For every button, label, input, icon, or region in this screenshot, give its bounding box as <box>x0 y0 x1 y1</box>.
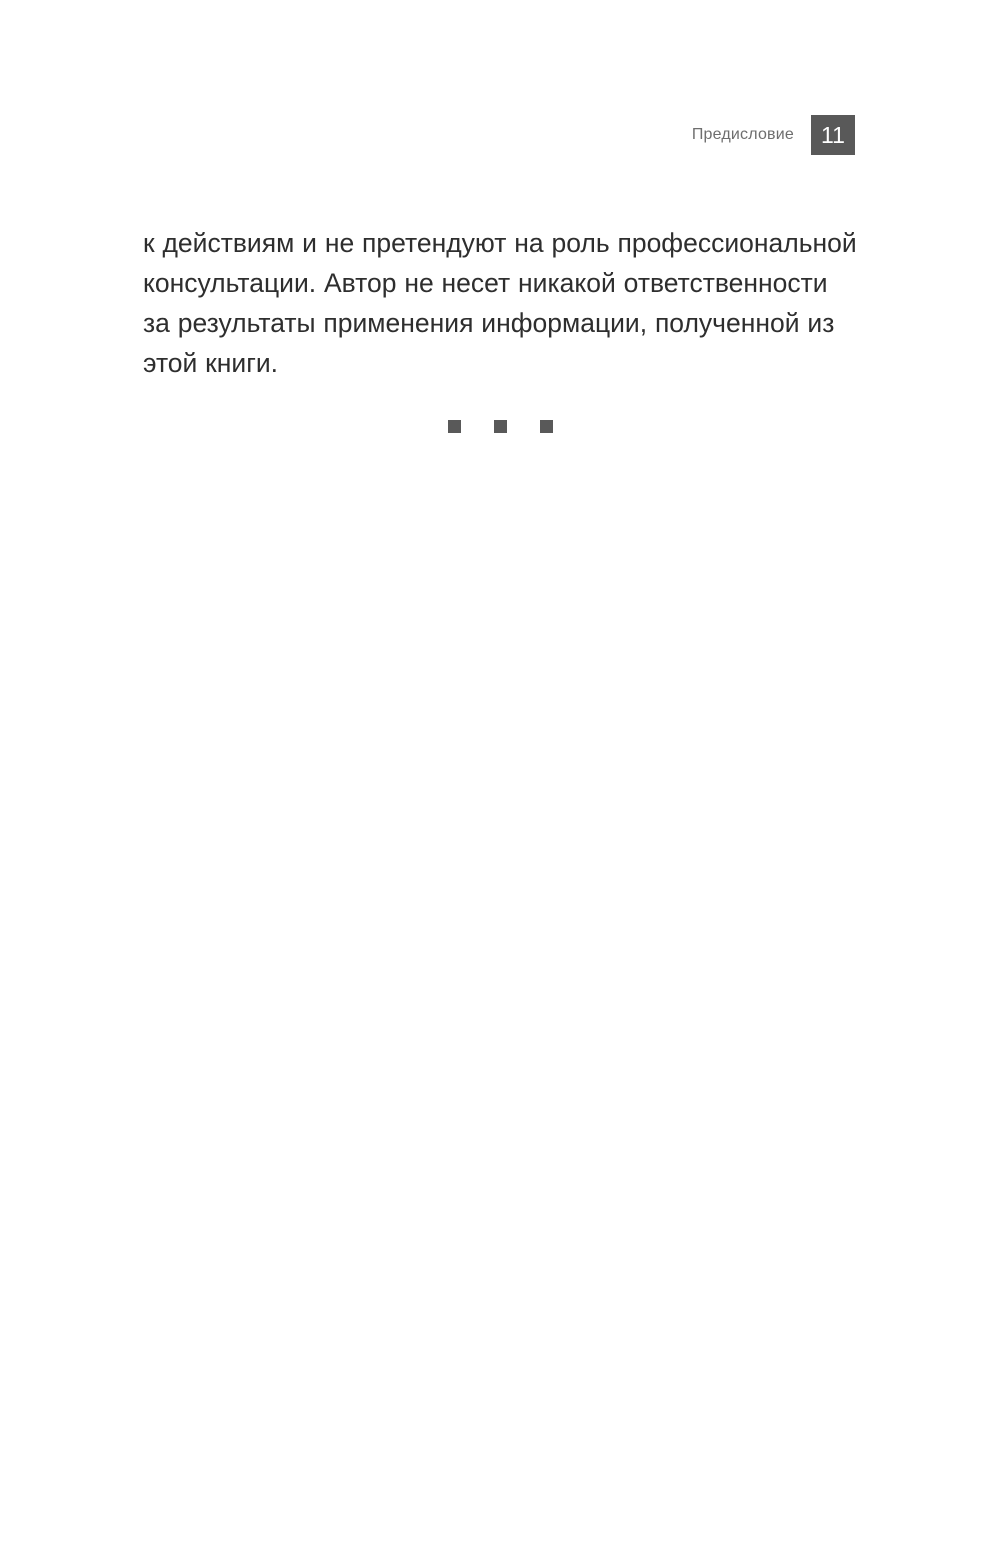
running-head <box>692 118 855 152</box>
square-icon <box>540 420 553 433</box>
square-icon <box>494 420 507 433</box>
square-icon <box>448 420 461 433</box>
section-break-ornament <box>0 420 1000 433</box>
page-number-badge: 11 <box>811 115 855 155</box>
body-paragraph: к действиям и не претендуют на роль профессиональной консультации. Автор не несет никакой ответственности за результаты применения информации, полученной из этой книги. <box>143 227 857 378</box>
running-head-label: Предисловие <box>691 126 794 143</box>
